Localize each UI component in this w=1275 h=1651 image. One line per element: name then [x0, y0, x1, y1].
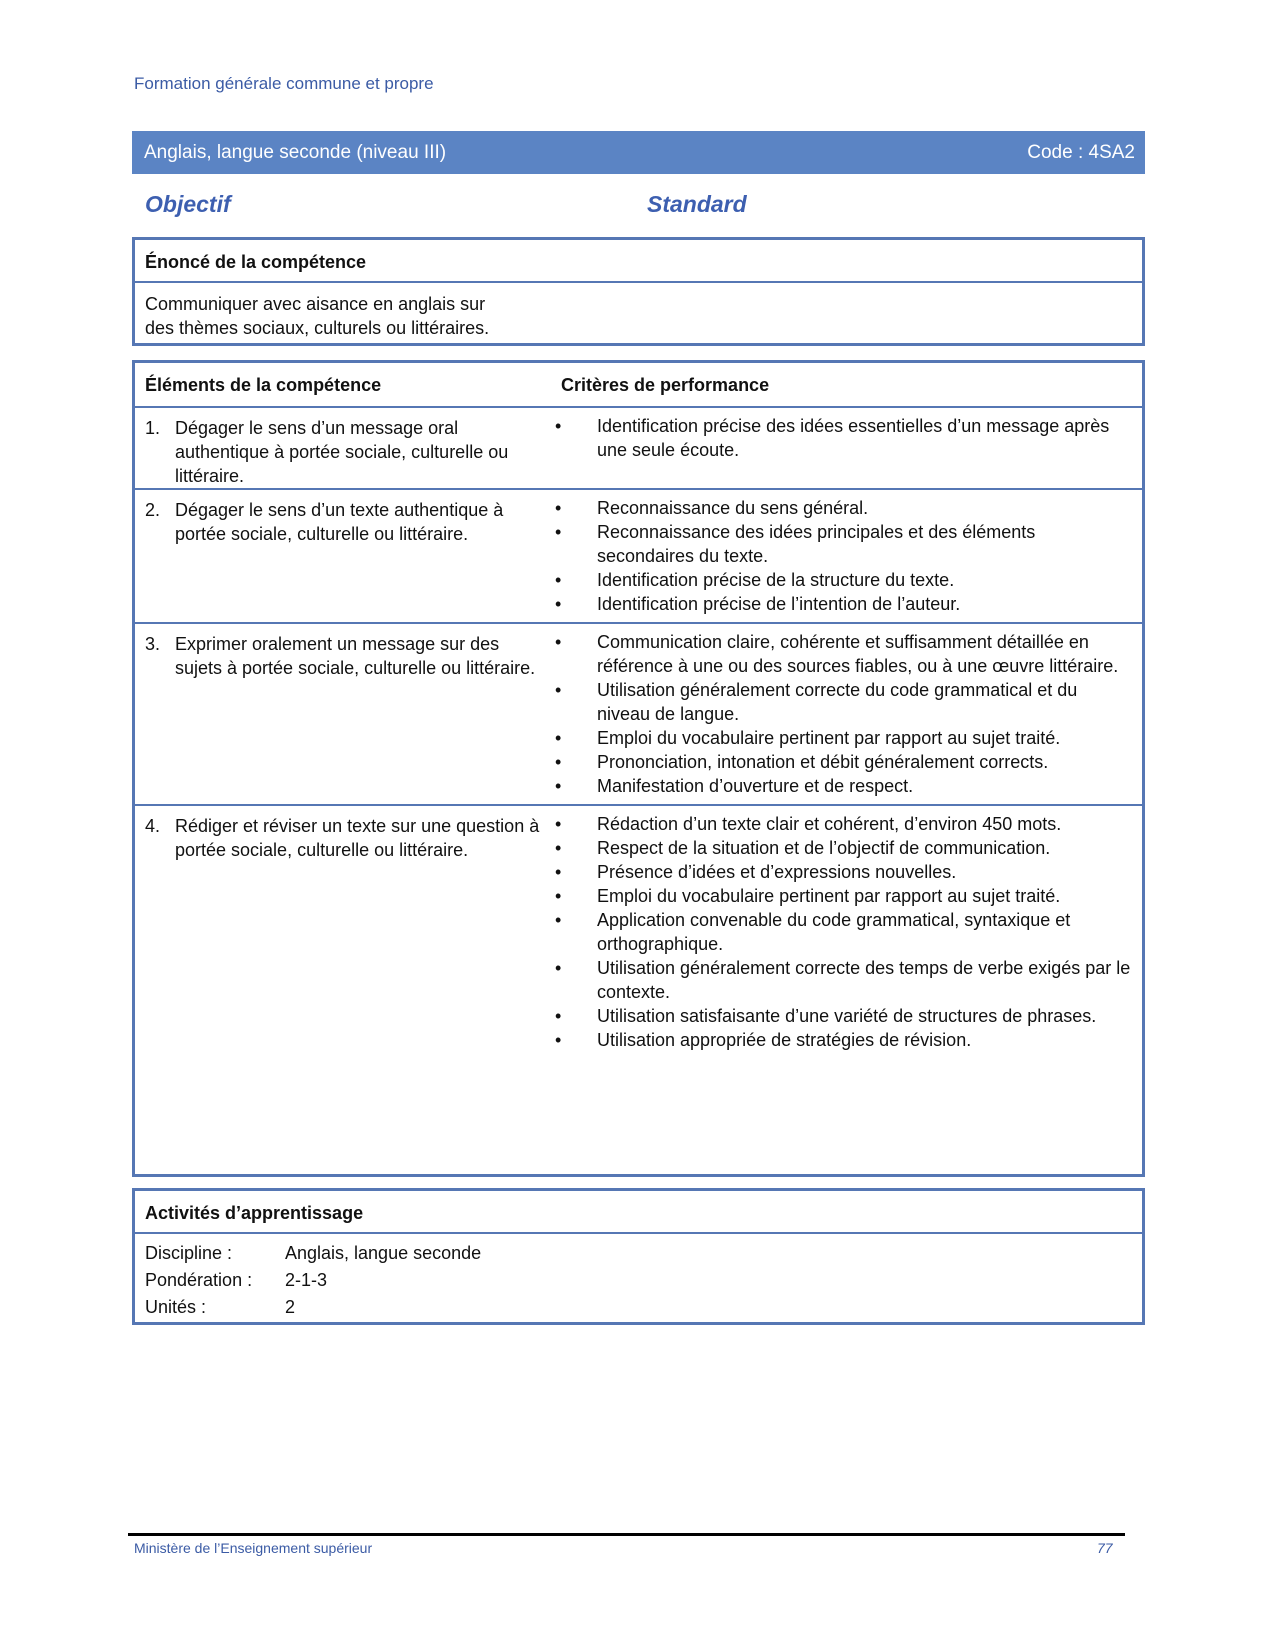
criterion-text: Reconnaissance du sens général.: [597, 498, 869, 518]
criterion-text: Emploi du vocabulaire pertinent par rapport au sujet traité.: [597, 886, 1061, 906]
bullet-icon: •: [555, 632, 562, 652]
bullet-icon: •: [555, 594, 562, 614]
criteria-list: [553, 490, 1142, 622]
criterion-text: Identification précise des idées essentielles d’un message après une seule écoute.: [597, 416, 1110, 460]
element-cell: [135, 408, 553, 488]
bullet-icon: •: [555, 570, 562, 590]
criterion-item: [553, 884, 1132, 908]
footer-rule: [128, 1533, 1125, 1536]
bullet-icon: •: [555, 838, 562, 858]
bullet-icon: •: [555, 910, 562, 930]
discipline-value: Anglais, langue seconde: [285, 1243, 482, 1263]
criterion-text: Communication claire, cohérente et suffisamment détaillée en référence à une ou des sources fiables, ou à une œuvre littéraire.: [597, 632, 1119, 676]
unites-value: 2: [285, 1297, 296, 1317]
criterion-item: [553, 750, 1132, 774]
element-number: 4.: [145, 816, 161, 836]
criterion-text: Utilisation généralement correcte des temps de verbe exigés par le contexte.: [597, 958, 1131, 1002]
criterion-text: Application convenable du code grammatical, syntaxique et orthographique.: [597, 910, 1071, 954]
table-row: [135, 407, 1142, 489]
criterion-text: Utilisation généralement correcte du code grammatical et du niveau de langue.: [597, 680, 1078, 724]
criteria-list: [553, 624, 1142, 804]
criterion-item: [553, 592, 1132, 616]
element-text: Dégager le sens d’un texte authentique à portée sociale, culturelle ou littéraire.: [175, 500, 504, 544]
criterion-item: [553, 630, 1132, 678]
competence-table: [132, 360, 1145, 1177]
criterion-text: Emploi du vocabulaire pertinent par rapport au sujet traité.: [597, 728, 1061, 748]
course-title-bar: [132, 131, 1145, 174]
column-header-elements: Éléments de la compétence: [145, 375, 382, 395]
running-header: Formation générale commune et propre: [134, 74, 434, 93]
criterion-text: Identification précise de la structure du texte.: [597, 570, 955, 590]
activites-title: Activités d’apprentissage: [135, 1191, 1142, 1234]
bullet-icon: •: [555, 958, 562, 978]
footer-ministry: Ministère de l’Enseignement supérieur: [134, 1540, 373, 1556]
criterion-text: Prononciation, intonation et débit généralement corrects.: [597, 752, 1049, 772]
criterion-item: [553, 956, 1132, 1004]
criterion-item: [553, 520, 1132, 568]
table-row: [135, 623, 1142, 805]
criterion-text: Présence d’idées et d’expressions nouvelles.: [597, 862, 957, 882]
criterion-text: Rédaction d’un texte clair et cohérent, d’environ 450 mots.: [597, 814, 1062, 834]
element-cell: [135, 806, 553, 862]
element-number: 2.: [145, 500, 161, 520]
criterion-text: Utilisation satisfaisante d’une variété de structures de phrases.: [597, 1006, 1097, 1026]
criterion-text: Reconnaissance des idées principales et des éléments secondaires du texte.: [597, 522, 1036, 566]
criterion-item: [553, 726, 1132, 750]
criterion-item: [553, 1004, 1132, 1028]
activites-box: [132, 1188, 1145, 1325]
criterion-item: [553, 774, 1132, 798]
unites-label: Unités :: [145, 1297, 207, 1317]
bullet-icon: •: [555, 1030, 562, 1050]
standard-heading: Standard: [647, 191, 747, 217]
discipline-line: [145, 1240, 1132, 1267]
criterion-item: [553, 908, 1132, 956]
criterion-item: [553, 1028, 1132, 1052]
enonce-body: [135, 283, 555, 340]
table-row: [135, 489, 1142, 623]
course-title: Anglais, langue seconde (niveau III): [144, 142, 447, 163]
enonce-line: Communiquer avec aisance en anglais sur: [145, 294, 486, 314]
bullet-icon: •: [555, 862, 562, 882]
element-cell: [135, 490, 553, 546]
criteria-list: [553, 806, 1142, 1058]
criterion-item: [553, 860, 1132, 884]
bullet-icon: •: [555, 776, 562, 796]
ponderation-value: 2-1-3: [285, 1270, 328, 1290]
ponderation-label: Pondération :: [145, 1270, 253, 1290]
page-number: 77: [1097, 1540, 1113, 1556]
unites-line: [145, 1294, 1132, 1321]
criterion-item: [553, 836, 1132, 860]
criterion-item: [553, 678, 1132, 726]
bullet-icon: •: [555, 814, 562, 834]
bullet-icon: •: [555, 416, 562, 436]
table-row: [135, 805, 1142, 1058]
element-text: Exprimer oralement un message sur des sujets à portée sociale, culturelle ou littéraire.: [175, 634, 536, 678]
element-text: Dégager le sens d’un message oral authentique à portée sociale, culturelle ou littéraire.: [175, 418, 509, 486]
activites-body: [135, 1234, 1142, 1321]
criterion-item: [553, 414, 1132, 462]
column-header-criteres: Critères de performance: [561, 375, 770, 395]
criterion-text: Utilisation appropriée de stratégies de révision.: [597, 1030, 972, 1050]
bullet-icon: •: [555, 886, 562, 906]
criterion-text: Identification précise de l’intention de l’auteur.: [597, 594, 961, 614]
bullet-icon: •: [555, 522, 562, 542]
objectif-heading: Objectif: [145, 191, 231, 217]
criterion-item: [553, 812, 1132, 836]
bullet-icon: •: [555, 1006, 562, 1026]
criterion-text: Manifestation d’ouverture et de respect.: [597, 776, 914, 796]
bullet-icon: •: [555, 728, 562, 748]
criterion-item: [553, 568, 1132, 592]
element-number: 3.: [145, 634, 161, 654]
criterion-item: [553, 496, 1132, 520]
criterion-text: Respect de la situation et de l’objectif de communication.: [597, 838, 1051, 858]
element-number: 1.: [145, 418, 161, 438]
enonce-line: des thèmes sociaux, culturels ou littéraires.: [145, 318, 490, 338]
enonce-title: Énoncé de la compétence: [135, 240, 1142, 283]
bullet-icon: •: [555, 752, 562, 772]
ponderation-line: [145, 1267, 1132, 1294]
course-code: Code : 4SA2: [1027, 142, 1135, 163]
enonce-box: [132, 237, 1145, 346]
element-text: Rédiger et réviser un texte sur une question à portée sociale, culturelle ou littéraire.: [175, 816, 540, 860]
discipline-label: Discipline :: [145, 1243, 233, 1263]
bullet-icon: •: [555, 498, 562, 518]
bullet-icon: •: [555, 680, 562, 700]
criteria-list: [553, 408, 1142, 468]
element-cell: [135, 624, 553, 680]
